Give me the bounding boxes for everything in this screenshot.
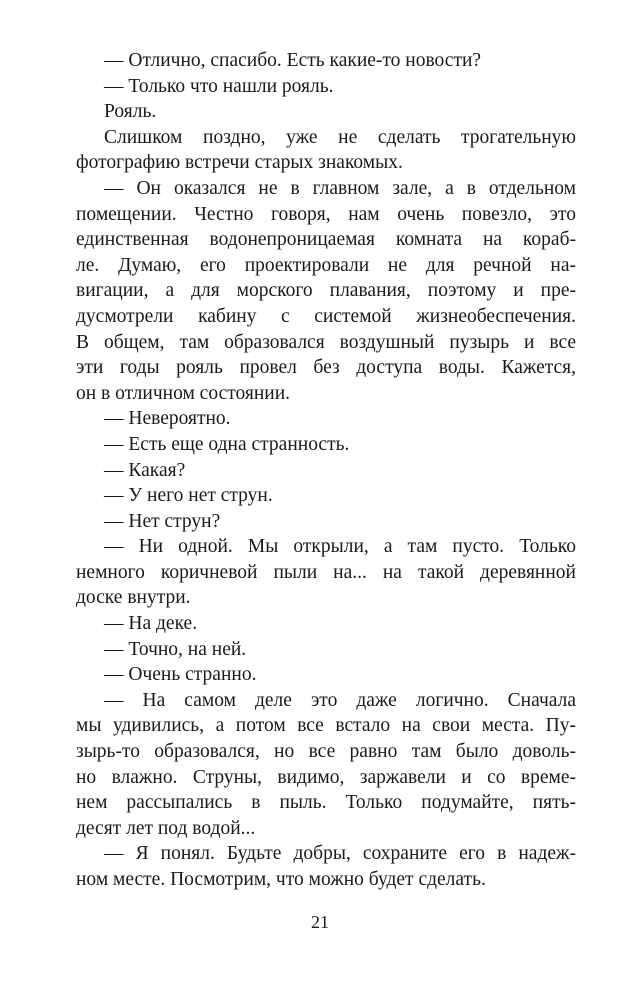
text-line: — На самом деле это даже логично. Сначала — [104, 689, 576, 711]
text-line: он в отличном состоянии. — [76, 382, 291, 404]
text-line: — Очень странно. — [104, 664, 257, 686]
text-line: — Только что нашли рояль. — [104, 75, 334, 97]
text-line: — Он оказался не в главном зале, а в отдельном — [104, 177, 576, 199]
text-line: В общем, там образовался воздушный пузырь и все — [76, 331, 576, 353]
text-line: — Какая? — [104, 459, 186, 481]
text-line: Слишком поздно, уже не сделать трогательную — [104, 126, 576, 148]
text-line: — Точно, на ней. — [104, 638, 247, 660]
text-line: — Есть еще одна странность. — [104, 433, 350, 455]
text-line: Рояль. — [104, 101, 157, 123]
text-line: фотографию встречи старых знакомых. — [76, 152, 403, 174]
text-line: дусмотрели кабину с системой жизнеобеспечения. — [76, 305, 576, 327]
text-line: — Нет струн? — [104, 510, 221, 532]
text-line: мы удивились, а потом все встало на свои места. Пу- — [76, 715, 576, 737]
text-line: доске внутри. — [76, 587, 191, 609]
text-line: — Невероятно. — [104, 408, 231, 430]
text-line: но влажно. Струны, видимо, заржавели и со време- — [76, 766, 576, 788]
text-line: — На деке. — [104, 613, 198, 635]
text-line: — Я понял. Будьте добры, сохраните его в надеж- — [104, 843, 576, 865]
body-text — [76, 48, 576, 893]
text-line: единственная водонепроницаемая комната на кораб- — [76, 229, 576, 251]
text-line: нем рассыпались в пыль. Только подумайте, пять- — [76, 792, 576, 814]
text-line: зырь-то образовался, но все равно там было доволь- — [76, 741, 576, 763]
page-number: 21 — [311, 912, 329, 932]
text-line: — Отлично, спасибо. Есть какие-то новости? — [104, 50, 482, 71]
text-line: эти годы рояль провел без доступа воды. Кажется, — [76, 357, 576, 379]
text-line: — У него нет струн. — [104, 485, 273, 507]
text-line: немного коричневой пыли на... на такой деревянной — [76, 561, 576, 583]
text-line: — Ни одной. Мы открыли, а там пусто. Только — [104, 536, 576, 558]
text-line: ном месте. Посмотрим, что можно будет сделать. — [76, 869, 486, 890]
text-line: помещении. Честно говоря, нам очень повезло, это — [76, 203, 576, 225]
text-line: вигации, а для морского плавания, поэтому и пре- — [76, 280, 576, 302]
text-line: ле. Думаю, его проектировали не для речной на- — [76, 254, 576, 276]
text-line: десят лет под водой... — [76, 817, 256, 839]
